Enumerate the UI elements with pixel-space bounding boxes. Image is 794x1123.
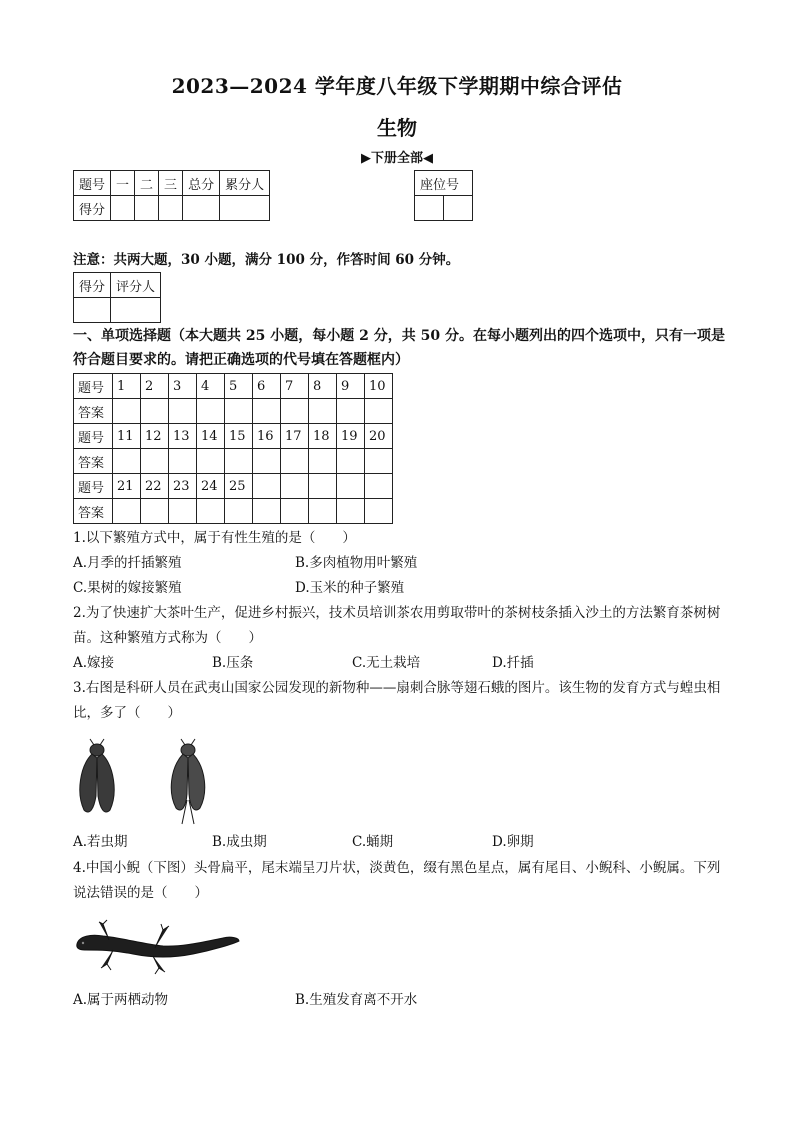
seat-blank-cell[interactable] <box>415 196 444 221</box>
question-number-cell <box>281 474 309 499</box>
answer-blank-cell[interactable] <box>113 449 141 474</box>
question-4 <box>73 856 733 906</box>
score-header-cell: 二 <box>135 171 159 196</box>
answer-table <box>73 373 393 524</box>
score-header-cell: 一 <box>111 171 135 196</box>
caddisfly-photo-image <box>70 738 230 828</box>
option-c[interactable]: C.果树的嫁接繁殖 <box>73 580 182 596</box>
seat-label: 座位号 <box>415 171 473 196</box>
answer-blank-cell[interactable] <box>197 399 225 424</box>
answer-blank-cell[interactable] <box>365 449 393 474</box>
question-number-cell: 12 <box>141 424 169 449</box>
grade-score-label: 得分 <box>74 273 111 298</box>
score-table-header-row <box>74 171 270 196</box>
answer-blank-cell[interactable] <box>169 449 197 474</box>
question-number-cell: 25 <box>225 474 253 499</box>
question-number-cell <box>309 474 337 499</box>
option-c[interactable]: C.无土栽培 <box>352 655 421 671</box>
question-3 <box>73 676 733 726</box>
answer-table-number-row <box>74 374 393 399</box>
question-number-cell: 9 <box>337 374 365 399</box>
option-b[interactable]: B.压条 <box>212 655 254 671</box>
question-number-cell: 16 <box>253 424 281 449</box>
option-d[interactable]: D.玉米的种子繁殖 <box>295 580 405 596</box>
question-number-cell: 22 <box>141 474 169 499</box>
exam-title: 2023—2024 学年度八年级下学期期中综合评估 <box>171 74 623 98</box>
answer-table-number-row <box>74 424 393 449</box>
question-number-cell: 19 <box>337 424 365 449</box>
option-a[interactable]: A.若虫期 <box>73 834 128 850</box>
answer-blank-cell[interactable] <box>253 399 281 424</box>
question-stem: 3.右图是科研人员在武夷山国家公园发现的新物种——扇刺合脉等翅石蛾的图片。该生物的发育方式与蝗虫相比，多了（ ） <box>73 680 721 721</box>
question-stem: 4.中国小鲵（下图）头骨扁平，尾末端呈刀片状，淡黄色，缀有黑色星点，属有尾目、小鲵科、小鲵属。下列说法错误的是（ ） <box>73 860 721 901</box>
question-number-cell <box>337 474 365 499</box>
option-d[interactable]: D.卵期 <box>492 834 534 850</box>
salamander-photo-image <box>73 914 243 978</box>
score-header-cell: 总分 <box>183 171 220 196</box>
score-blank-cell[interactable] <box>111 196 135 221</box>
answer-table-number-row <box>74 474 393 499</box>
question-number-cell: 4 <box>197 374 225 399</box>
grade-blank-cell[interactable] <box>111 298 161 323</box>
question-4-options <box>73 988 733 1013</box>
answer-blank-cell[interactable] <box>197 449 225 474</box>
score-row-label: 得分 <box>74 196 111 221</box>
question-number-cell <box>365 474 393 499</box>
answer-blank-cell[interactable] <box>281 449 309 474</box>
question-number-cell: 15 <box>225 424 253 449</box>
option-b[interactable]: B.多肉植物用叶繁殖 <box>295 555 418 571</box>
score-table-row <box>74 196 270 221</box>
answer-blank-cell[interactable] <box>141 449 169 474</box>
grade-table <box>73 272 161 323</box>
answer-blank-cell[interactable] <box>281 399 309 424</box>
option-a[interactable]: A.属于两栖动物 <box>73 992 169 1008</box>
score-blank-cell[interactable] <box>135 196 159 221</box>
answer-table-answer-row <box>74 449 393 474</box>
option-d[interactable]: D.扦插 <box>492 655 534 671</box>
score-blank-cell[interactable] <box>159 196 183 221</box>
answer-blank-cell[interactable] <box>169 399 197 424</box>
grade-blank-cell[interactable] <box>74 298 111 323</box>
answer-blank-cell[interactable] <box>337 399 365 424</box>
answer-blank-cell[interactable] <box>169 499 197 524</box>
question-number-cell: 14 <box>197 424 225 449</box>
question-1 <box>73 526 733 601</box>
row-label-answer: 答案 <box>74 499 113 524</box>
answer-blank-cell[interactable] <box>225 449 253 474</box>
question-number-cell: 7 <box>281 374 309 399</box>
question-number-cell <box>253 474 281 499</box>
answer-blank-cell[interactable] <box>253 499 281 524</box>
answer-blank-cell[interactable] <box>309 399 337 424</box>
answer-blank-cell[interactable] <box>309 449 337 474</box>
row-label-number: 题号 <box>74 474 113 499</box>
row-label-answer: 答案 <box>74 399 113 424</box>
score-header-cell: 三 <box>159 171 183 196</box>
answer-blank-cell[interactable] <box>113 399 141 424</box>
score-blank-cell[interactable] <box>220 196 270 221</box>
question-number-cell: 1 <box>113 374 141 399</box>
question-number-cell: 8 <box>309 374 337 399</box>
seat-table <box>414 170 473 221</box>
answer-table-answer-row <box>74 499 393 524</box>
question-number-cell: 20 <box>365 424 393 449</box>
question-number-cell: 23 <box>169 474 197 499</box>
option-b[interactable]: B.成虫期 <box>212 834 267 850</box>
answer-table-answer-row <box>74 399 393 424</box>
question-2 <box>73 601 733 676</box>
question-stem: 1.以下繁殖方式中，属于有性生殖的是（ ） <box>73 530 356 546</box>
question-number-cell: 21 <box>113 474 141 499</box>
score-blank-cell[interactable] <box>183 196 220 221</box>
question-number-cell: 3 <box>169 374 197 399</box>
row-label-number: 题号 <box>74 424 113 449</box>
question-number-cell: 17 <box>281 424 309 449</box>
answer-blank-cell[interactable] <box>365 399 393 424</box>
question-number-cell: 24 <box>197 474 225 499</box>
option-a[interactable]: A.嫁接 <box>73 655 115 671</box>
answer-blank-cell[interactable] <box>225 399 253 424</box>
question-number-cell: 13 <box>169 424 197 449</box>
question-number-cell: 10 <box>365 374 393 399</box>
question-stem: 2.为了快速扩大茶叶生产，促进乡村振兴，技术员培训茶农用剪取带叶的茶树枝条插入沙土的方法繁育茶树树苗。这种繁殖方式称为（ ） <box>73 605 721 646</box>
row-label-number: 题号 <box>74 374 113 399</box>
seat-blank-cell[interactable] <box>444 196 473 221</box>
notice: 注意：共两大题，30 小题，满分 100 分，作答时间 60 分钟。 <box>73 252 460 268</box>
score-header-cell: 累分人 <box>220 171 270 196</box>
option-c[interactable]: C.蛹期 <box>352 834 394 850</box>
answer-blank-cell[interactable] <box>141 499 169 524</box>
answer-blank-cell[interactable] <box>141 399 169 424</box>
answer-blank-cell[interactable] <box>337 499 365 524</box>
answer-blank-cell[interactable] <box>281 499 309 524</box>
option-b[interactable]: B.生殖发育离不开水 <box>295 992 418 1008</box>
option-a[interactable]: A.月季的扦插繁殖 <box>73 555 182 571</box>
exam-scope: ▶下册全部◀ <box>361 151 433 166</box>
question-3-options <box>73 830 733 855</box>
grader-label: 评分人 <box>111 273 161 298</box>
question-number-cell: 11 <box>113 424 141 449</box>
row-label-answer: 答案 <box>74 449 113 474</box>
answer-blank-cell[interactable] <box>253 449 281 474</box>
subject-title: 生物 <box>377 116 417 140</box>
answer-blank-cell[interactable] <box>365 499 393 524</box>
score-header-cell: 题号 <box>74 171 111 196</box>
answer-blank-cell[interactable] <box>225 499 253 524</box>
question-number-cell: 5 <box>225 374 253 399</box>
answer-blank-cell[interactable] <box>309 499 337 524</box>
section-heading: 一、单项选择题（本大题共 25 小题，每小题 2 分，共 50 分。在每小题列出的四个选项中，只有一项是符合题目要求的。请把正确选项的代号填在答题框内） <box>73 328 725 368</box>
answer-blank-cell[interactable] <box>113 499 141 524</box>
answer-blank-cell[interactable] <box>197 499 225 524</box>
question-number-cell: 18 <box>309 424 337 449</box>
answer-blank-cell[interactable] <box>337 449 365 474</box>
question-number-cell: 6 <box>253 374 281 399</box>
score-table <box>73 170 270 221</box>
question-number-cell: 2 <box>141 374 169 399</box>
